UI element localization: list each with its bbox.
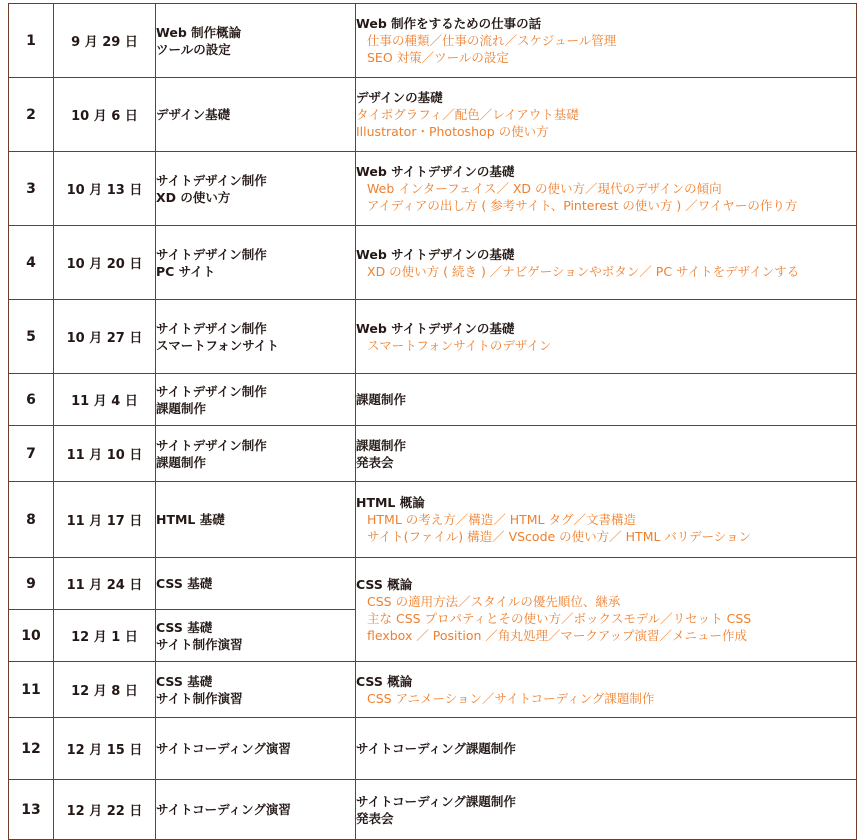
session-date: 12 月 22 日 bbox=[54, 780, 156, 840]
session-content bbox=[356, 4, 857, 78]
content-title: Web 制作をするための仕事の話 bbox=[356, 16, 542, 31]
topic-line: デザイン基礎 bbox=[156, 107, 231, 122]
session-topic bbox=[156, 374, 356, 426]
content-title: 課題制作 bbox=[356, 392, 407, 407]
content-title: デザインの基礎 bbox=[356, 90, 443, 105]
topic-line: HTML 基礎 bbox=[156, 512, 225, 527]
session-topic bbox=[156, 558, 356, 610]
content-detail: 仕事の種類／仕事の流れ／スケジュール管理 bbox=[367, 33, 617, 48]
topic-line: ツールの設定 bbox=[156, 41, 231, 57]
table-row bbox=[9, 718, 857, 780]
topic-line: 課題制作 bbox=[156, 400, 207, 416]
table-row bbox=[9, 78, 857, 152]
content-title: 発表会 bbox=[356, 810, 394, 826]
session-topic bbox=[156, 662, 356, 718]
session-topic bbox=[156, 152, 356, 226]
content-detail: CSS アニメーション／サイトコーディング課題制作 bbox=[367, 690, 655, 706]
content-detail: アイディアの出し方 ( 参考サイト、Pinterest の使い方 ) ／ワイヤーの作り方 bbox=[367, 198, 798, 213]
session-topic bbox=[156, 482, 356, 558]
session-number: 1 bbox=[9, 4, 54, 78]
table-row bbox=[9, 226, 857, 300]
topic-line: サイトデザイン制作 bbox=[156, 172, 267, 188]
session-date: 12 月 15 日 bbox=[54, 718, 156, 780]
content-title: Web サイトデザインの基礎 bbox=[356, 320, 515, 336]
topic-line: サイトデザイン制作 bbox=[156, 320, 267, 336]
session-number: 11 bbox=[9, 662, 54, 718]
session-content bbox=[356, 780, 857, 840]
content-detail: サイト(ファイル) 構造／ VScode の使い方／ HTML バリデーション bbox=[367, 529, 752, 544]
session-topic bbox=[156, 718, 356, 780]
table-row bbox=[9, 374, 857, 426]
topic-line: サイトデザイン制作 bbox=[156, 437, 267, 453]
session-date: 11 月 17 日 bbox=[54, 482, 156, 558]
session-content bbox=[356, 482, 857, 558]
session-topic bbox=[156, 610, 356, 662]
session-number: 3 bbox=[9, 152, 54, 226]
session-content bbox=[356, 558, 857, 662]
content-detail: タイポグラフィ／配色／レイアウト基礎 bbox=[356, 107, 579, 122]
content-title: CSS 概論 bbox=[356, 673, 413, 689]
session-date: 9 月 29 日 bbox=[54, 4, 156, 78]
session-topic bbox=[156, 78, 356, 152]
session-content bbox=[356, 662, 857, 718]
table-row bbox=[9, 780, 857, 840]
table-row bbox=[9, 4, 857, 78]
topic-line: サイトコーディング演習 bbox=[156, 741, 291, 756]
content-detail: CSS の適用方法／スタイルの優先順位、継承 bbox=[367, 593, 621, 609]
table-row bbox=[9, 662, 857, 718]
session-number: 8 bbox=[9, 482, 54, 558]
topic-line: サイト制作演習 bbox=[156, 690, 243, 706]
topic-line: Web 制作概論 bbox=[156, 24, 242, 40]
topic-line: サイトコーディング演習 bbox=[156, 802, 291, 817]
topic-line: サイトデザイン制作 bbox=[156, 383, 267, 399]
content-detail: スマートフォンサイトのデザイン bbox=[367, 337, 552, 353]
content-detail: XD の使い方 ( 続き ) ／ナビゲーションやボタン／ PC サイトをデザインする bbox=[367, 263, 800, 279]
topic-line: サイトデザイン制作 bbox=[156, 246, 267, 262]
content-title: サイトコーディング課題制作 bbox=[356, 741, 516, 756]
session-content bbox=[356, 426, 857, 482]
session-content bbox=[356, 374, 857, 426]
session-number: 10 bbox=[9, 610, 54, 662]
session-date: 11 月 24 日 bbox=[54, 558, 156, 610]
session-date: 12 月 1 日 bbox=[54, 610, 156, 662]
session-date: 10 月 6 日 bbox=[54, 78, 156, 152]
table-row bbox=[9, 426, 857, 482]
session-date: 11 月 4 日 bbox=[54, 374, 156, 426]
session-number: 13 bbox=[9, 780, 54, 840]
content-title: CSS 概論 bbox=[356, 576, 413, 592]
session-content bbox=[356, 152, 857, 226]
session-topic bbox=[156, 426, 356, 482]
table-row bbox=[9, 300, 857, 374]
content-title: Web サイトデザインの基礎 bbox=[356, 164, 515, 179]
session-number: 2 bbox=[9, 78, 54, 152]
session-date: 10 月 20 日 bbox=[54, 226, 156, 300]
content-title: HTML 概論 bbox=[356, 495, 425, 510]
session-content bbox=[356, 718, 857, 780]
content-detail: SEO 対策／ツールの設定 bbox=[367, 50, 509, 65]
session-date: 10 月 13 日 bbox=[54, 152, 156, 226]
session-number: 12 bbox=[9, 718, 54, 780]
content-detail: HTML の考え方／構造／ HTML タグ／文書構造 bbox=[367, 512, 636, 527]
session-number: 7 bbox=[9, 426, 54, 482]
topic-line: CSS 基礎 bbox=[156, 619, 213, 635]
topic-line: XD の使い方 bbox=[156, 189, 231, 205]
content-detail: 主な CSS プロパティとその使い方／ボックスモデル／リセット CSS bbox=[367, 610, 752, 626]
table-row bbox=[9, 152, 857, 226]
topic-line: PC サイト bbox=[156, 263, 216, 279]
session-number: 4 bbox=[9, 226, 54, 300]
table-row bbox=[9, 558, 857, 610]
topic-line: スマートフォンサイト bbox=[156, 337, 279, 353]
content-title: 発表会 bbox=[356, 454, 394, 470]
session-topic bbox=[156, 226, 356, 300]
content-detail: Web インターフェイス／ XD の使い方／現代のデザインの傾向 bbox=[367, 181, 722, 196]
content-title: 課題制作 bbox=[356, 437, 407, 453]
topic-line: CSS 基礎 bbox=[156, 673, 213, 689]
session-topic bbox=[156, 300, 356, 374]
session-topic bbox=[156, 4, 356, 78]
session-number: 6 bbox=[9, 374, 54, 426]
session-content bbox=[356, 78, 857, 152]
table-row bbox=[9, 482, 857, 558]
session-number: 9 bbox=[9, 558, 54, 610]
content-detail: flexbox ／ Position ／角丸処理／マークアップ演習／メニュー作成 bbox=[367, 627, 748, 643]
topic-line: 課題制作 bbox=[156, 454, 207, 470]
session-date: 10 月 27 日 bbox=[54, 300, 156, 374]
topic-line: サイト制作演習 bbox=[156, 636, 243, 652]
topic-line: CSS 基礎 bbox=[156, 576, 213, 591]
session-number: 5 bbox=[9, 300, 54, 374]
session-topic bbox=[156, 780, 356, 840]
content-detail: Illustrator・Photoshop の使い方 bbox=[356, 124, 549, 139]
content-title: Web サイトデザインの基礎 bbox=[356, 246, 515, 262]
session-content bbox=[356, 300, 857, 374]
schedule-table bbox=[8, 3, 857, 840]
session-date: 12 月 8 日 bbox=[54, 662, 156, 718]
session-date: 11 月 10 日 bbox=[54, 426, 156, 482]
content-title: サイトコーディング課題制作 bbox=[356, 793, 516, 809]
session-content bbox=[356, 226, 857, 300]
